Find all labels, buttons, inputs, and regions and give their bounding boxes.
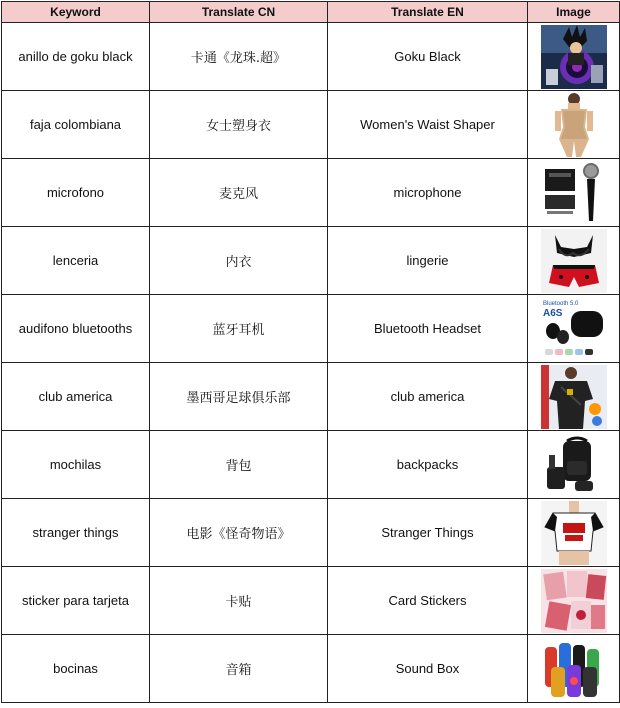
image-cell bbox=[528, 567, 620, 635]
table-header-row bbox=[2, 2, 620, 23]
keyword-cell: anillo de goku black bbox=[2, 23, 150, 91]
earbuds-model-text: A6S bbox=[542, 307, 562, 319]
image-cell bbox=[528, 91, 620, 159]
bluetooth-earbuds-image bbox=[541, 297, 607, 361]
image-cell bbox=[528, 431, 620, 499]
card-stickers-image bbox=[541, 569, 607, 633]
translate-cn-cell: 墨西哥足球俱乐部 bbox=[150, 363, 328, 431]
translate-en-cell: microphone bbox=[328, 159, 528, 227]
waist-shaper-image bbox=[541, 93, 607, 157]
translate-en-cell: Stranger Things bbox=[328, 499, 528, 567]
header-translate-cn: Translate CN bbox=[150, 2, 328, 23]
keyword-cell: microfono bbox=[2, 159, 150, 227]
image-cell bbox=[528, 295, 620, 363]
table-row bbox=[2, 227, 620, 295]
translate-en-cell: Sound Box bbox=[328, 635, 528, 703]
translate-en-cell: Bluetooth Headset bbox=[328, 295, 528, 363]
table-row bbox=[2, 431, 620, 499]
header-image: Image bbox=[528, 2, 620, 23]
image-cell bbox=[528, 23, 620, 91]
image-cell bbox=[528, 159, 620, 227]
keyword-cell: sticker para tarjeta bbox=[2, 567, 150, 635]
keyword-cell: faja colombiana bbox=[2, 91, 150, 159]
stranger-things-tshirt-image bbox=[541, 501, 607, 565]
earbuds-brand-text: Bluetooth 5.0 bbox=[542, 300, 578, 307]
translate-cn-cell: 内衣 bbox=[150, 227, 328, 295]
translate-cn-cell: 麦克风 bbox=[150, 159, 328, 227]
table-row bbox=[2, 635, 620, 703]
microphone-image bbox=[541, 161, 607, 225]
translate-cn-cell: 音箱 bbox=[150, 635, 328, 703]
table-row bbox=[2, 23, 620, 91]
translate-cn-cell: 蓝牙耳机 bbox=[150, 295, 328, 363]
translate-en-cell: Goku Black bbox=[328, 23, 528, 91]
translate-cn-cell: 背包 bbox=[150, 431, 328, 499]
table-row bbox=[2, 567, 620, 635]
product-keyword-table bbox=[1, 1, 620, 703]
table-row bbox=[2, 91, 620, 159]
keyword-cell: lenceria bbox=[2, 227, 150, 295]
image-cell bbox=[528, 635, 620, 703]
lingerie-image bbox=[541, 229, 607, 293]
table-row bbox=[2, 363, 620, 431]
translate-cn-cell: 卡贴 bbox=[150, 567, 328, 635]
keyword-cell: bocinas bbox=[2, 635, 150, 703]
translate-cn-cell: 女士塑身衣 bbox=[150, 91, 328, 159]
table-row bbox=[2, 295, 620, 363]
table-row bbox=[2, 499, 620, 567]
translate-en-cell: Women's Waist Shaper bbox=[328, 91, 528, 159]
translate-cn-cell: 卡通《龙珠.超》 bbox=[150, 23, 328, 91]
translate-cn-cell: 电影《怪奇物语》 bbox=[150, 499, 328, 567]
image-cell bbox=[528, 363, 620, 431]
soccer-jersey-image bbox=[541, 365, 607, 429]
translate-en-cell: club america bbox=[328, 363, 528, 431]
header-translate-en: Translate EN bbox=[328, 2, 528, 23]
keyword-cell: club america bbox=[2, 363, 150, 431]
speakers-image bbox=[541, 637, 607, 701]
goku-black-figure-image bbox=[541, 25, 607, 89]
table-row bbox=[2, 159, 620, 227]
translate-en-cell: lingerie bbox=[328, 227, 528, 295]
keyword-cell: mochilas bbox=[2, 431, 150, 499]
image-cell bbox=[528, 499, 620, 567]
keyword-cell: stranger things bbox=[2, 499, 150, 567]
translate-en-cell: Card Stickers bbox=[328, 567, 528, 635]
keyword-cell: audifono bluetooths bbox=[2, 295, 150, 363]
header-keyword: Keyword bbox=[2, 2, 150, 23]
backpack-image bbox=[541, 433, 607, 497]
image-cell bbox=[528, 227, 620, 295]
translate-en-cell: backpacks bbox=[328, 431, 528, 499]
